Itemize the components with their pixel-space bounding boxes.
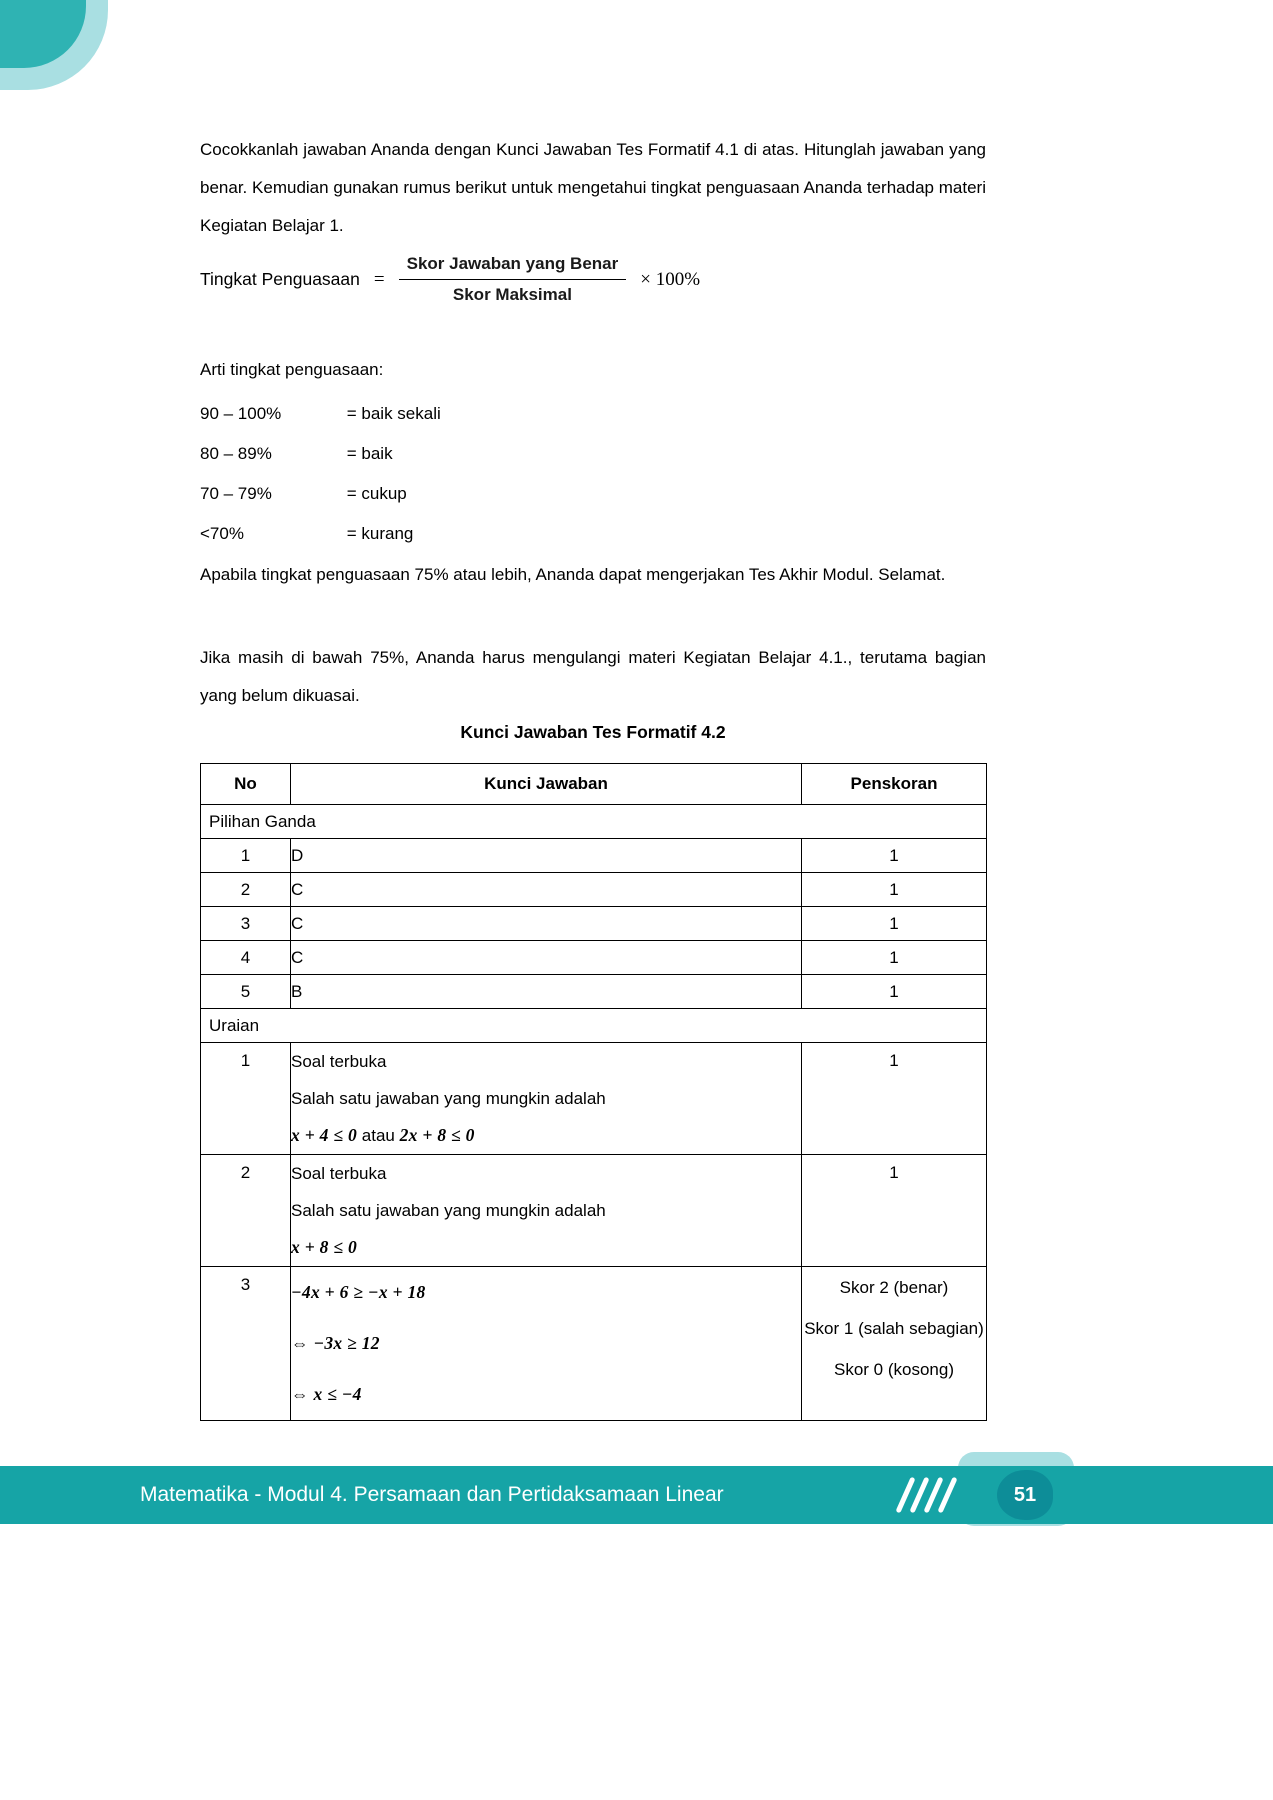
answer-math-line	[291, 1117, 801, 1154]
section-uraian	[201, 1009, 987, 1043]
cell-score: 1	[802, 1043, 987, 1155]
math-expression: ⇔ −3x ≥ 12	[291, 1333, 380, 1353]
cell-no: 3	[201, 907, 291, 941]
cell-answer	[291, 1043, 802, 1155]
score-line: Skor 1 (salah sebagian)	[804, 1319, 984, 1338]
footer-module-title: Matematika - Modul 4. Persamaan dan Pertidaksamaan Linear	[140, 1483, 724, 1506]
paragraph-pass-rule: Apabila tingkat penguasaan 75% atau lebih, Ananda dapat mengerjakan Tes Akhir Modul. Selamat.	[200, 565, 946, 584]
table-row	[201, 907, 987, 941]
cell-no: 1	[201, 839, 291, 873]
cell-answer	[291, 1155, 802, 1267]
equals-sign: =	[373, 268, 385, 290]
answer-line: Salah satu jawaban yang mungkin adalah	[291, 1089, 606, 1108]
cell-no: 5	[201, 975, 291, 1009]
table-row	[201, 873, 987, 907]
math-expression: ⇔ x ≤ −4	[291, 1384, 362, 1404]
grade-range: 80 – 89%	[200, 444, 272, 463]
math-expression: x + 8 ≤ 0	[291, 1237, 358, 1257]
grade-range: 90 – 100%	[200, 404, 282, 423]
paragraph-intro: Cocokkanlah jawaban Ananda dengan Kunci Jawaban Tes Formatif 4.1 di atas. Hitunglah jawaban yang benar. Kemudian gunakan rumus berikut untuk mengetahui tingkat penguasaan Ananda terhadap materi Kegiatan Belajar 1.	[200, 140, 986, 235]
answer-key-table	[200, 763, 987, 1421]
score-line: Skor 0 (kosong)	[834, 1360, 954, 1379]
cell-score: 1	[802, 941, 987, 975]
cell-answer: C	[291, 941, 802, 975]
grade-label: = baik	[346, 444, 393, 463]
formula-tingkat-penguasaan	[200, 254, 986, 305]
grade-label: = cukup	[346, 484, 407, 503]
answer-line: Soal terbuka	[291, 1052, 387, 1071]
table-row-uraian-3	[201, 1267, 987, 1421]
grade-range: <70%	[200, 524, 244, 543]
math-expression: −4x + 6 ≥ −x + 18	[291, 1282, 426, 1302]
cell-no: 3	[201, 1267, 291, 1421]
section-label: Pilihan Ganda	[201, 805, 987, 839]
cell-score: 1	[802, 839, 987, 873]
formula-label: Tingkat Penguasaan	[200, 269, 360, 289]
header-no: No	[201, 764, 291, 805]
section-pilihan-ganda	[201, 805, 987, 839]
header-penskoran: Penskoran	[802, 764, 987, 805]
grade-row	[200, 474, 441, 514]
conjunction: atau	[361, 1126, 395, 1145]
cell-score: 1	[802, 907, 987, 941]
cell-score: 1	[802, 1155, 987, 1267]
cell-answer	[291, 1267, 802, 1421]
cell-score: 1	[802, 873, 987, 907]
page-number-badge	[997, 1470, 1053, 1520]
cell-score: 1	[802, 975, 987, 1009]
math-expression: 2x + 8 ≤ 0	[399, 1125, 475, 1145]
paragraph-fail-rule: Jika masih di bawah 75%, Ananda harus mengulangi materi Kegiatan Belajar 4.1., terutama bagian yang belum dikuasai.	[200, 648, 986, 705]
table-header-row	[201, 764, 987, 805]
table-row	[201, 975, 987, 1009]
formula-fraction	[399, 254, 627, 305]
header-kunci-jawaban: Kunci Jawaban	[291, 764, 802, 805]
fraction-numerator: Skor Jawaban yang Benar	[399, 254, 627, 280]
cell-no: 1	[201, 1043, 291, 1155]
cell-no: 2	[201, 1155, 291, 1267]
section-label: Uraian	[201, 1009, 987, 1043]
cell-score	[802, 1267, 987, 1421]
cell-answer: D	[291, 839, 802, 873]
cell-no: 2	[201, 873, 291, 907]
math-expression: x + 4 ≤ 0	[291, 1125, 358, 1145]
fraction-denominator: Skor Maksimal	[452, 285, 572, 304]
arti-heading: Arti tingkat penguasaan:	[200, 360, 384, 379]
grade-label: = kurang	[346, 524, 414, 543]
table-row	[201, 941, 987, 975]
grade-row	[200, 394, 441, 434]
cell-answer: B	[291, 975, 802, 1009]
table-row-uraian-1	[201, 1043, 987, 1155]
answer-line: Soal terbuka	[291, 1164, 387, 1183]
grade-range: 70 – 79%	[200, 484, 272, 503]
grade-row	[200, 434, 441, 474]
grade-scale-list	[200, 394, 441, 554]
answer-key-title: Kunci Jawaban Tes Formatif 4.2	[460, 722, 726, 742]
answer-line: Salah satu jawaban yang mungkin adalah	[291, 1201, 606, 1220]
cell-answer: C	[291, 907, 802, 941]
grade-label: = baik sekali	[346, 404, 441, 423]
cell-no: 4	[201, 941, 291, 975]
page-number: 51	[1013, 1483, 1037, 1506]
table-row-uraian-2	[201, 1155, 987, 1267]
score-line: Skor 2 (benar)	[839, 1278, 949, 1297]
formula-suffix: × 100%	[640, 268, 701, 290]
cell-answer: C	[291, 873, 802, 907]
footer-slash-decoration	[903, 1476, 950, 1514]
grade-row	[200, 514, 441, 554]
table-row	[201, 839, 987, 873]
